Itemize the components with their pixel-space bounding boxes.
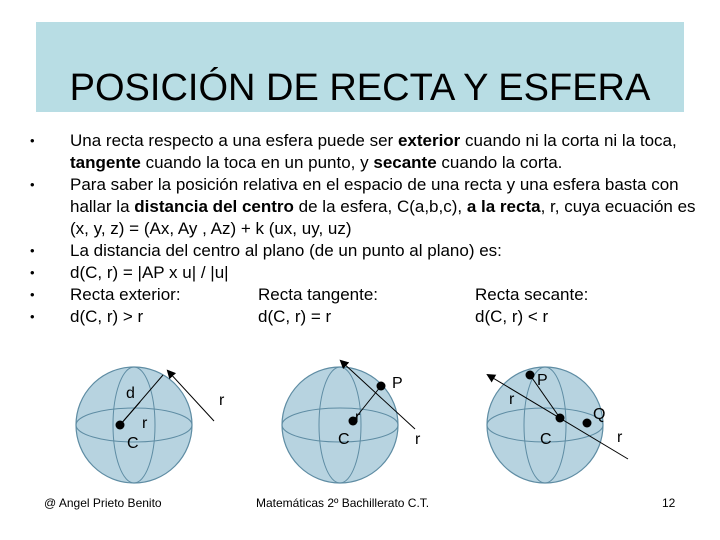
label-radius-r: r bbox=[355, 409, 361, 426]
center-point bbox=[556, 414, 565, 423]
keyword-a-la-recta: a la recta bbox=[466, 197, 541, 216]
bullet-item-conditions bbox=[30, 306, 700, 328]
case-exterior-label: • Recta exterior: bbox=[70, 285, 181, 304]
keyword-tangente: tangente bbox=[70, 153, 141, 172]
label-center-c: C bbox=[127, 435, 139, 452]
footer-course: Matemáticas 2º Bachillerato C.T. bbox=[256, 496, 430, 510]
label-line-r: r bbox=[617, 429, 623, 446]
center-point bbox=[116, 421, 125, 430]
keyword-secante: secante bbox=[373, 153, 437, 172]
text: cuando la corta. bbox=[436, 153, 563, 172]
sphere-exterior bbox=[76, 367, 225, 483]
bullet-item-method bbox=[30, 174, 700, 240]
text: Para saber la posición relativa en el espacio de una recta y una esfera basta con hallar la bbox=[70, 175, 679, 216]
label-line-r: r bbox=[415, 431, 421, 448]
label-center-c: C bbox=[338, 431, 350, 448]
text: cuando la toca en un punto, y bbox=[140, 153, 374, 172]
case-secante-label: Recta secante: bbox=[475, 285, 589, 304]
keyword-exterior: exterior bbox=[397, 131, 461, 150]
label-p: P bbox=[392, 375, 403, 392]
label-q: Q bbox=[593, 406, 606, 423]
intersection-point-p bbox=[526, 371, 535, 380]
label-radius-r: r bbox=[142, 415, 148, 432]
text: , r, cuya ecuación es (x, y, z) = (Ax, Ay , Az) + k (ux, uy, uz) bbox=[70, 197, 696, 238]
text: Una recta respecto a una esfera puede ser bbox=[70, 131, 398, 150]
condition-exterior: • d(C, r) > r bbox=[70, 307, 144, 326]
text: cuando ni la corta ni la toca, bbox=[460, 131, 677, 150]
bullet-item-definitions bbox=[30, 130, 700, 174]
spheres-diagram bbox=[0, 355, 720, 495]
keyword-distancia-centro: distancia del centro bbox=[134, 197, 294, 216]
page-number: 12 bbox=[662, 496, 676, 510]
footer-author: @ Angel Prieto Benito bbox=[44, 496, 162, 510]
label-radius-r: r bbox=[509, 391, 515, 408]
tangent-point bbox=[377, 382, 386, 391]
page-title: POSICIÓN DE RECTA Y ESFERA bbox=[69, 67, 651, 109]
label-line-r: r bbox=[219, 392, 225, 409]
label-d: d bbox=[126, 385, 135, 402]
label-center-c: C bbox=[540, 431, 552, 448]
bullet-list bbox=[30, 130, 700, 328]
intersection-point-q bbox=[583, 419, 592, 428]
condition-secante: d(C, r) < r bbox=[475, 307, 549, 326]
sphere-secante bbox=[487, 367, 628, 483]
condition-tangente: d(C, r) = r bbox=[258, 307, 332, 326]
bullet-item-distance-intro: • La distancia del centro al plano (de un punto al plano) es: bbox=[30, 240, 700, 262]
text: de la esfera, C(a,b,c), bbox=[293, 197, 467, 216]
sphere-tangente bbox=[282, 361, 421, 483]
bullet-item-cases bbox=[30, 284, 700, 306]
label-p: P bbox=[537, 372, 548, 389]
case-tangente-label: Recta tangente: bbox=[258, 285, 379, 304]
title-banner bbox=[36, 22, 684, 112]
bullet-item-formula: • d(C, r) = |AP x u| / |u| bbox=[30, 262, 700, 284]
